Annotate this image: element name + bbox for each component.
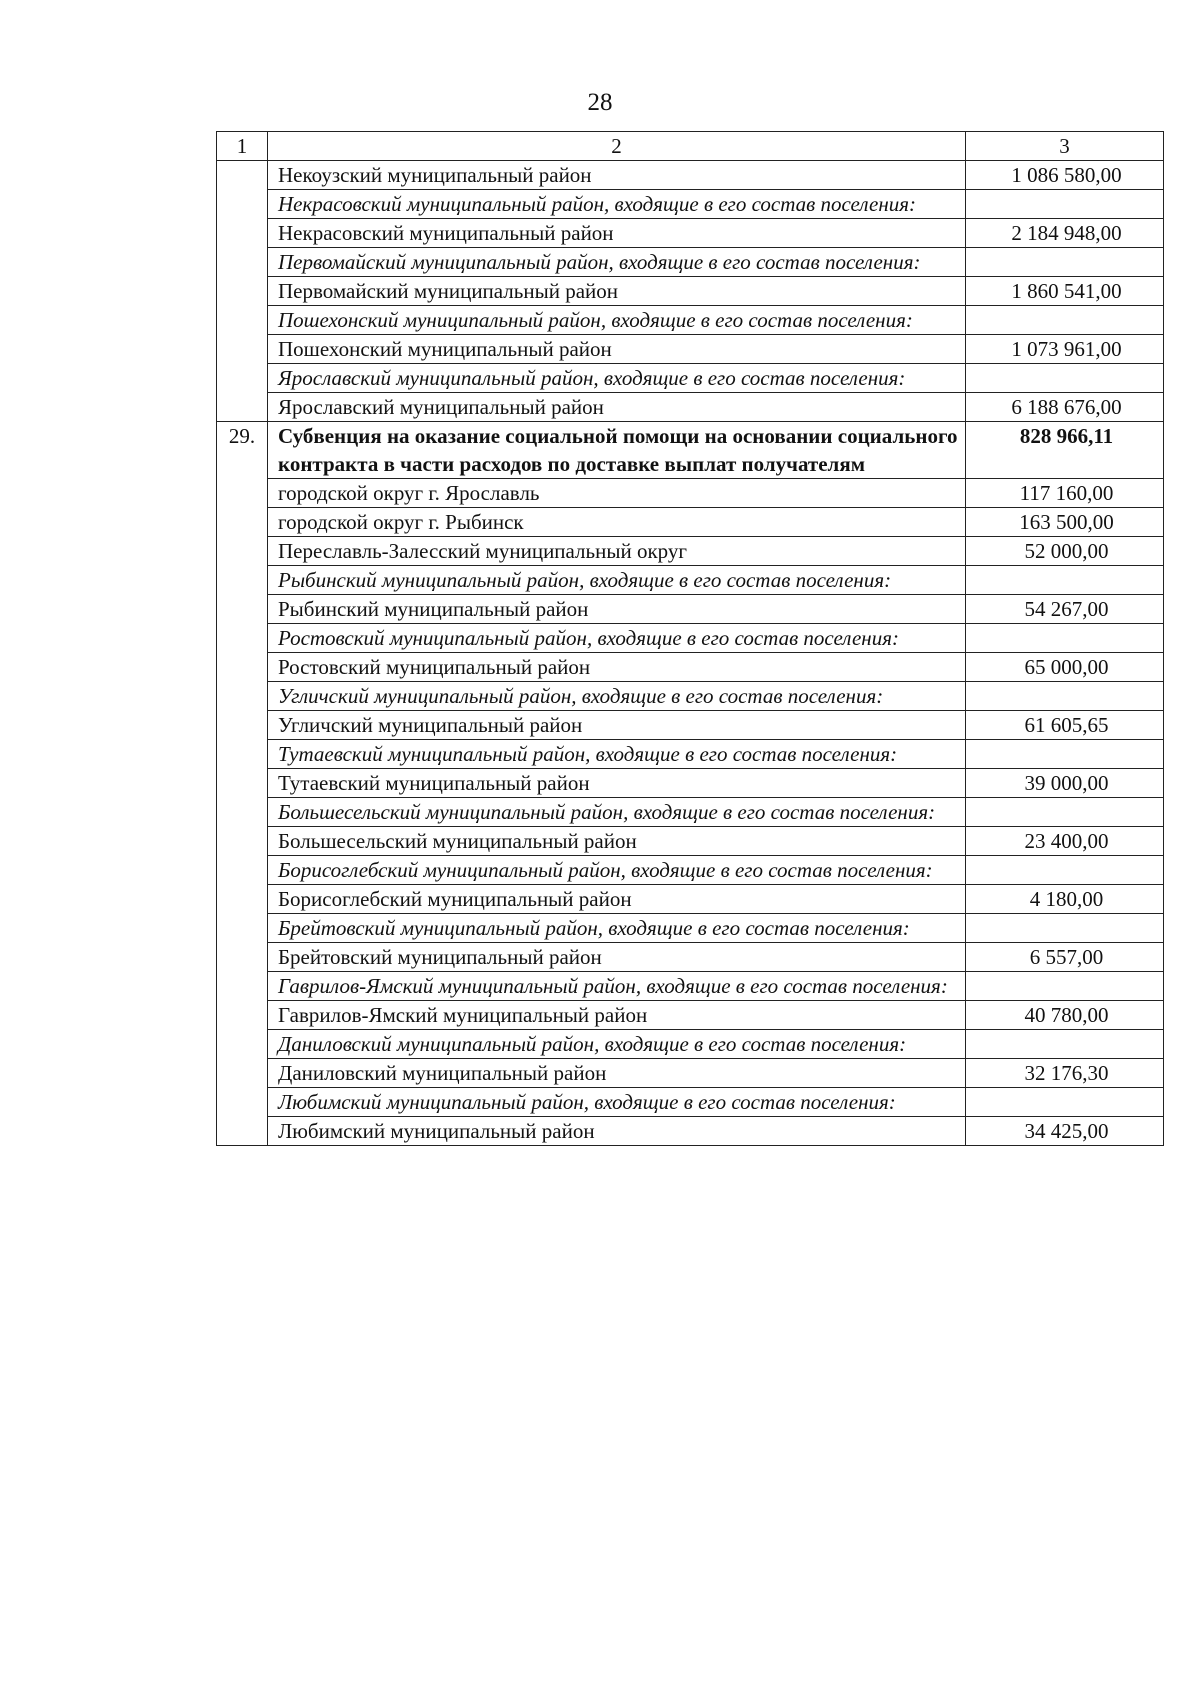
- row-amount: 6 557,00: [966, 943, 1164, 972]
- row-amount: [966, 856, 1164, 885]
- row-number: [217, 566, 268, 595]
- table-row: [217, 566, 1164, 595]
- row-number: [217, 248, 268, 277]
- row-amount: 52 000,00: [966, 537, 1164, 566]
- row-name: Ярославский муниципальный район, входящие в его состав поселения:: [268, 364, 966, 393]
- row-number: [217, 798, 268, 827]
- row-amount: 1 860 541,00: [966, 277, 1164, 306]
- row-name: Пошехонский муниципальный район, входящие в его состав поселения:: [268, 306, 966, 335]
- row-name: Ярославский муниципальный район: [268, 393, 966, 422]
- row-name: Любимский муниципальный район, входящие в его состав поселения:: [268, 1088, 966, 1117]
- row-amount: [966, 248, 1164, 277]
- row-amount: [966, 740, 1164, 769]
- table-row: [217, 885, 1164, 914]
- row-name: Гаврилов-Ямский муниципальный район: [268, 1001, 966, 1030]
- row-amount: [966, 306, 1164, 335]
- row-name: городской округ г. Рыбинск: [268, 508, 966, 537]
- row-number: [217, 682, 268, 711]
- header-col-1: 1: [217, 132, 268, 161]
- row-number: [217, 306, 268, 335]
- row-name: Угличский муниципальный район, входящие в его состав поселения:: [268, 682, 966, 711]
- table-row: [217, 827, 1164, 856]
- row-number: [217, 1030, 268, 1059]
- table-row: [217, 943, 1164, 972]
- table-header-row: [217, 132, 1164, 161]
- row-amount: [966, 566, 1164, 595]
- table-row: [217, 798, 1164, 827]
- table-row: [217, 740, 1164, 769]
- row-amount: [966, 682, 1164, 711]
- table-row: [217, 914, 1164, 943]
- row-amount: 4 180,00: [966, 885, 1164, 914]
- row-amount: 39 000,00: [966, 769, 1164, 798]
- row-number: [217, 479, 268, 508]
- table-row: [217, 1088, 1164, 1117]
- row-amount: 163 500,00: [966, 508, 1164, 537]
- row-amount: 54 267,00: [966, 595, 1164, 624]
- table-row: [217, 219, 1164, 248]
- row-amount: [966, 914, 1164, 943]
- row-amount: [966, 624, 1164, 653]
- table-row: [217, 393, 1164, 422]
- row-amount: 2 184 948,00: [966, 219, 1164, 248]
- row-amount: [966, 364, 1164, 393]
- row-name: Некрасовский муниципальный район, входящие в его состав поселения:: [268, 190, 966, 219]
- row-name: Некоузский муниципальный район: [268, 161, 966, 190]
- row-name: Борисоглебский муниципальный район, входящие в его состав поселения:: [268, 856, 966, 885]
- row-amount: 32 176,30: [966, 1059, 1164, 1088]
- row-amount: 61 605,65: [966, 711, 1164, 740]
- row-name: Переславль-Залесский муниципальный округ: [268, 537, 966, 566]
- row-name: Тутаевский муниципальный район: [268, 769, 966, 798]
- row-name: Пошехонский муниципальный район: [268, 335, 966, 364]
- row-number: [217, 537, 268, 566]
- table-row: [217, 1030, 1164, 1059]
- row-amount: 6 188 676,00: [966, 393, 1164, 422]
- row-name: Брейтовский муниципальный район, входящие в его состав поселения:: [268, 914, 966, 943]
- row-amount: [966, 190, 1164, 219]
- table-row: [217, 624, 1164, 653]
- table-row: [217, 306, 1164, 335]
- table-row: [217, 508, 1164, 537]
- row-name: Брейтовский муниципальный район: [268, 943, 966, 972]
- row-amount: 65 000,00: [966, 653, 1164, 682]
- row-number: [217, 914, 268, 943]
- row-amount: [966, 1030, 1164, 1059]
- row-amount: 23 400,00: [966, 827, 1164, 856]
- row-number: [217, 624, 268, 653]
- row-number: [217, 827, 268, 856]
- row-name: Большесельский муниципальный район: [268, 827, 966, 856]
- row-amount: [966, 798, 1164, 827]
- row-amount: 40 780,00: [966, 1001, 1164, 1030]
- table-row: [217, 1059, 1164, 1088]
- table-row: [217, 364, 1164, 393]
- row-name: Первомайский муниципальный район, входящие в его состав поселения:: [268, 248, 966, 277]
- row-number: [217, 219, 268, 248]
- row-number: [217, 1088, 268, 1117]
- row-number: [217, 1117, 268, 1146]
- table-row: [217, 682, 1164, 711]
- row-name: Любимский муниципальный район: [268, 1117, 966, 1146]
- row-name: Даниловский муниципальный район: [268, 1059, 966, 1088]
- row-name: Ростовский муниципальный район: [268, 653, 966, 682]
- table-row: [217, 856, 1164, 885]
- row-number: [217, 740, 268, 769]
- row-number: [217, 508, 268, 537]
- row-name: Ростовский муниципальный район, входящие в его состав поселения:: [268, 624, 966, 653]
- row-number: [217, 393, 268, 422]
- row-number: [217, 277, 268, 306]
- table-row: [217, 335, 1164, 364]
- row-amount: 1 073 961,00: [966, 335, 1164, 364]
- row-name: Угличский муниципальный район: [268, 711, 966, 740]
- table-row: [217, 190, 1164, 219]
- row-name: Рыбинский муниципальный район: [268, 595, 966, 624]
- table-row: [217, 277, 1164, 306]
- table-row: [217, 972, 1164, 1001]
- row-name: Гаврилов-Ямский муниципальный район, входящие в его состав поселения:: [268, 972, 966, 1001]
- row-number: [217, 595, 268, 624]
- row-amount: [966, 1088, 1164, 1117]
- row-name: Первомайский муниципальный район: [268, 277, 966, 306]
- page-number: 28: [587, 89, 613, 116]
- row-number: [217, 711, 268, 740]
- table-row: [217, 711, 1164, 740]
- header-col-3: 3: [966, 132, 1164, 161]
- row-amount: 34 425,00: [966, 1117, 1164, 1146]
- table-row: [217, 1001, 1164, 1030]
- row-name: городской округ г. Ярославль: [268, 479, 966, 508]
- row-number: [217, 190, 268, 219]
- row-number: 29.: [217, 422, 268, 479]
- table-row: [217, 653, 1164, 682]
- row-number: [217, 364, 268, 393]
- row-name: Даниловский муниципальный район, входящие в его состав поселения:: [268, 1030, 966, 1059]
- row-name: Борисоглебский муниципальный район: [268, 885, 966, 914]
- row-number: [217, 1059, 268, 1088]
- row-name: Рыбинский муниципальный район, входящие в его состав поселения:: [268, 566, 966, 595]
- row-number: [217, 1001, 268, 1030]
- row-number: [217, 769, 268, 798]
- row-number: [217, 161, 268, 190]
- row-amount: 828 966,11: [966, 422, 1164, 479]
- table-row: [217, 769, 1164, 798]
- row-name: Субвенция на оказание социальной помощи на основании социального контракта в части расходов по доставке выплат получателям: [268, 422, 966, 479]
- row-name: Тутаевский муниципальный район, входящие в его состав поселения:: [268, 740, 966, 769]
- table-row: [217, 479, 1164, 508]
- table-row: [217, 161, 1164, 190]
- row-name: Большесельский муниципальный район, входящие в его состав поселения:: [268, 798, 966, 827]
- row-number: [217, 885, 268, 914]
- header-col-2: 2: [268, 132, 966, 161]
- row-number: [217, 943, 268, 972]
- table-row: [217, 595, 1164, 624]
- row-number: [217, 856, 268, 885]
- row-number: [217, 335, 268, 364]
- row-amount: 117 160,00: [966, 479, 1164, 508]
- row-number: [217, 972, 268, 1001]
- row-number: [217, 653, 268, 682]
- budget-table: [216, 131, 1164, 1146]
- table-row: [217, 422, 1164, 479]
- table-row: [217, 537, 1164, 566]
- row-name: Некрасовский муниципальный район: [268, 219, 966, 248]
- row-amount: [966, 972, 1164, 1001]
- row-amount: 1 086 580,00: [966, 161, 1164, 190]
- table-row: [217, 248, 1164, 277]
- budget-table-body: [217, 132, 1164, 1146]
- table-row: [217, 1117, 1164, 1146]
